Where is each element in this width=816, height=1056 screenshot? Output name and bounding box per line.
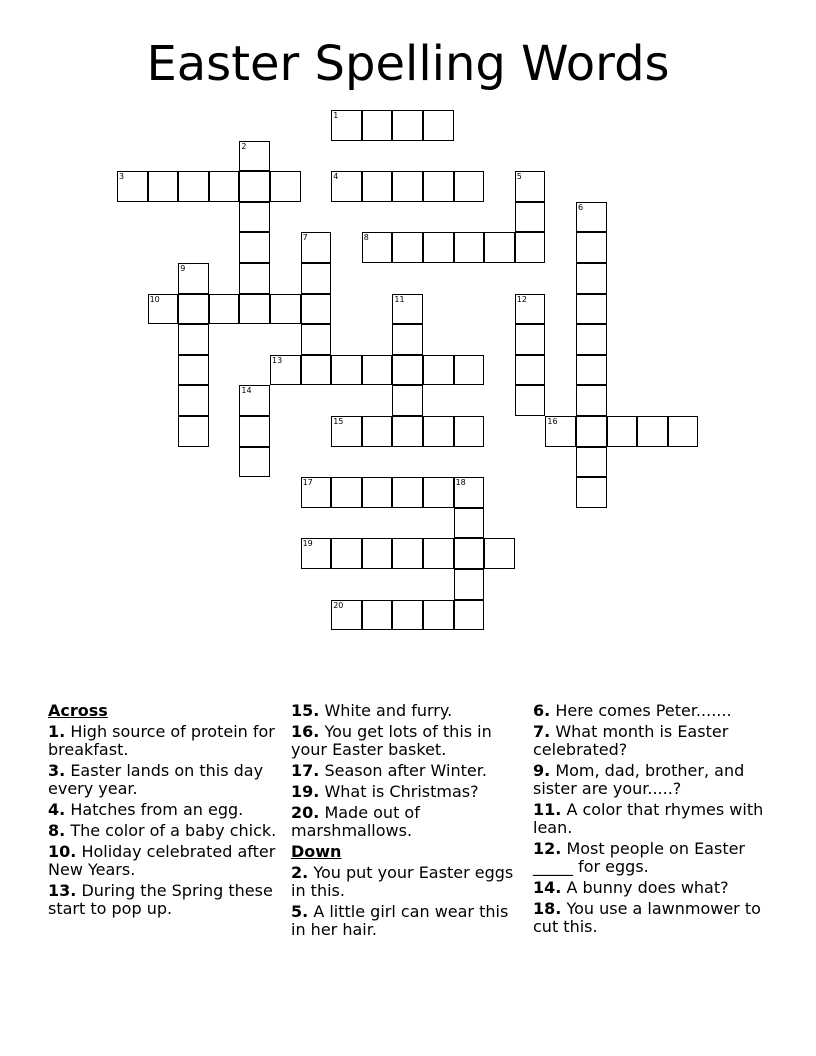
- clue-number-label: 2.: [291, 863, 309, 882]
- clue-text: You put your Easter eggs in this.: [291, 863, 514, 900]
- crossword-cell[interactable]: [392, 600, 423, 631]
- clue-number-label: 10.: [48, 842, 77, 861]
- clue-text: High source of protein for breakfast.: [48, 722, 275, 759]
- crossword-cell[interactable]: [148, 171, 179, 202]
- crossword-cell[interactable]: [178, 324, 209, 355]
- clue-text: What is Christmas?: [324, 782, 479, 801]
- crossword-cell[interactable]: [423, 416, 454, 447]
- clue-number-label: 3.: [48, 761, 66, 780]
- crossword-cell[interactable]: [454, 355, 485, 386]
- crossword-cell[interactable]: [423, 232, 454, 263]
- clue-text: Most people on Easter _____ for eggs.: [533, 839, 746, 876]
- crossword-cell[interactable]: [576, 294, 607, 325]
- crossword-cell[interactable]: [392, 294, 423, 325]
- clue-number: 4: [333, 172, 339, 182]
- clue-text: Season after Winter.: [324, 761, 487, 780]
- clue-down-1: [291, 903, 527, 939]
- crossword-cell[interactable]: [392, 171, 423, 202]
- clue-number-label: 19.: [291, 782, 320, 801]
- clue-number-label: 20.: [291, 803, 320, 822]
- clue-text: You get lots of this in your Easter basket.: [291, 722, 492, 759]
- crossword-cell[interactable]: [331, 171, 362, 202]
- clue-across-3: [48, 822, 284, 840]
- clue-column-2: [291, 702, 527, 942]
- clue-text: Hatches from an egg.: [70, 800, 244, 819]
- clue-down-2: [533, 702, 769, 720]
- clue-number: 3: [119, 172, 125, 182]
- clue-down-7: [533, 879, 769, 897]
- clue-number-label: 15.: [291, 701, 320, 720]
- crossword-cell[interactable]: [576, 263, 607, 294]
- crossword-cell[interactable]: [515, 171, 546, 202]
- crossword-cell[interactable]: [239, 416, 270, 447]
- clue-across-8: [291, 762, 527, 780]
- crossword-cell[interactable]: [117, 171, 148, 202]
- crossword-cell[interactable]: [392, 232, 423, 263]
- crossword-cell[interactable]: [239, 202, 270, 233]
- crossword-cell[interactable]: [423, 477, 454, 508]
- crossword-cell[interactable]: [454, 232, 485, 263]
- crossword-cell[interactable]: [148, 294, 179, 325]
- clue-number-label: 1.: [48, 722, 66, 741]
- clue-number-label: 9.: [533, 761, 551, 780]
- clue-number: 12: [516, 294, 527, 304]
- crossword-cell[interactable]: [515, 294, 546, 325]
- clue-number: 9: [180, 264, 186, 273]
- clue-number: 1: [333, 111, 339, 120]
- crossword-cell[interactable]: [331, 600, 362, 631]
- crossword-cell[interactable]: [362, 355, 393, 386]
- crossword-cell[interactable]: [423, 171, 454, 202]
- crossword-cell[interactable]: [454, 171, 485, 202]
- crossword-cell[interactable]: [362, 110, 393, 141]
- crossword-cell[interactable]: [331, 538, 362, 569]
- clue-column-3: [533, 702, 769, 939]
- clue-number: 15: [333, 417, 344, 426]
- crossword-cell[interactable]: [392, 324, 423, 355]
- crossword-cell[interactable]: [454, 416, 485, 447]
- crossword-cell[interactable]: [392, 385, 423, 416]
- crossword-cell[interactable]: [239, 171, 270, 202]
- crossword-cell[interactable]: [484, 232, 515, 263]
- crossword-cell[interactable]: [668, 416, 699, 447]
- crossword-cell[interactable]: [392, 538, 423, 569]
- clue-number-label: 5.: [291, 902, 309, 921]
- crossword-cell[interactable]: [301, 263, 332, 294]
- clue-across-2: [48, 801, 284, 819]
- clue-across-5: [48, 882, 284, 918]
- clue-number-label: 14.: [533, 878, 562, 897]
- crossword-cell[interactable]: [209, 294, 240, 325]
- crossword-cell[interactable]: [362, 171, 393, 202]
- crossword-cell[interactable]: [576, 447, 607, 478]
- clue-text: A little girl can wear this in her hair.: [291, 902, 509, 939]
- crossword-cell[interactable]: [423, 538, 454, 569]
- clue-text: Made out of marshmallows.: [291, 803, 420, 840]
- clue-text: During the Spring these start to pop up.: [48, 881, 273, 918]
- crossword-cell[interactable]: [331, 477, 362, 508]
- clue-number-label: 18.: [533, 899, 562, 918]
- crossword-cell[interactable]: [301, 294, 332, 325]
- crossword-cell[interactable]: [607, 416, 638, 447]
- crossword-cell[interactable]: [454, 569, 485, 600]
- crossword-cell[interactable]: [301, 232, 332, 263]
- crossword-cell[interactable]: [423, 110, 454, 141]
- clue-number-label: 4.: [48, 800, 66, 819]
- crossword-cell[interactable]: [178, 385, 209, 416]
- clue-number: 11: [394, 294, 405, 304]
- crossword-cell[interactable]: [362, 416, 393, 447]
- crossword-cell[interactable]: [331, 110, 362, 141]
- crossword-cell[interactable]: [362, 477, 393, 508]
- crossword-cell[interactable]: [301, 538, 332, 569]
- clue-down-4: [533, 762, 769, 798]
- clue-number: 16: [547, 417, 558, 426]
- crossword-cell[interactable]: [392, 477, 423, 508]
- crossword-cell[interactable]: [576, 355, 607, 386]
- down-heading: Down: [291, 842, 342, 861]
- clue-number: 20: [333, 600, 344, 610]
- clue-across-9: [291, 783, 527, 801]
- crossword-cell[interactable]: [515, 385, 546, 416]
- crossword-cell[interactable]: [515, 324, 546, 355]
- clue-text: Holiday celebrated after New Years.: [48, 842, 276, 879]
- crossword-cell[interactable]: [362, 600, 393, 631]
- clue-column-1: [48, 702, 284, 921]
- clue-number-label: 11.: [533, 800, 562, 819]
- crossword-cell[interactable]: [454, 477, 485, 508]
- crossword-cell[interactable]: [178, 263, 209, 294]
- crossword-cell[interactable]: [515, 355, 546, 386]
- clue-number-label: 12.: [533, 839, 562, 858]
- crossword-cell[interactable]: [576, 232, 607, 263]
- clue-text: The color of a baby chick.: [70, 821, 277, 840]
- crossword-cell[interactable]: [454, 538, 485, 569]
- crossword-cell[interactable]: [178, 171, 209, 202]
- clue-number: 14: [241, 386, 252, 396]
- crossword-cell[interactable]: [270, 355, 301, 386]
- crossword-cell[interactable]: [423, 600, 454, 631]
- crossword-cell[interactable]: [239, 263, 270, 294]
- crossword-cell[interactable]: [454, 508, 485, 539]
- clue-down-0: [291, 864, 527, 900]
- crossword-cell[interactable]: [576, 385, 607, 416]
- clue-number-label: 17.: [291, 761, 320, 780]
- clue-number: 5: [516, 172, 522, 182]
- clue-text: You use a lawnmower to cut this.: [533, 899, 761, 936]
- crossword-cell[interactable]: [392, 110, 423, 141]
- crossword-cell[interactable]: [301, 355, 332, 386]
- clue-number: 6: [578, 202, 584, 212]
- clue-number: 18: [455, 478, 466, 488]
- clue-down-3: [533, 723, 769, 759]
- clue-number-label: 7.: [533, 722, 551, 741]
- crossword-cell[interactable]: [392, 416, 423, 447]
- clue-down-8: [533, 900, 769, 936]
- crossword-cell[interactable]: [576, 477, 607, 508]
- clue-text: A bunny does what?: [566, 878, 729, 897]
- crossword-cell[interactable]: [239, 232, 270, 263]
- crossword-cell[interactable]: [178, 416, 209, 447]
- clue-number: 17: [302, 478, 313, 488]
- crossword-cell[interactable]: [270, 171, 301, 202]
- crossword-cell[interactable]: [270, 294, 301, 325]
- clue-number-label: 16.: [291, 722, 320, 741]
- clue-number: 2: [241, 141, 247, 151]
- across-heading: Across: [48, 701, 108, 720]
- crossword-cell[interactable]: [392, 355, 423, 386]
- page-title: Easter Spelling Words: [146, 36, 670, 92]
- crossword-cell[interactable]: [576, 324, 607, 355]
- clue-down-6: [533, 840, 769, 876]
- clue-text: Mom, dad, brother, and sister are your.....?: [533, 761, 745, 798]
- crossword-cell[interactable]: [178, 355, 209, 386]
- crossword-cell[interactable]: [239, 385, 270, 416]
- crossword-cell[interactable]: [576, 202, 607, 233]
- crossword-cell[interactable]: [637, 416, 668, 447]
- clue-number-label: 8.: [48, 821, 66, 840]
- clue-number-label: 13.: [48, 881, 77, 900]
- crossword-cell[interactable]: [209, 171, 240, 202]
- clue-across-0: [48, 723, 284, 759]
- crossword-cell[interactable]: [576, 416, 607, 447]
- clue-text: Easter lands on this day every year.: [48, 761, 264, 798]
- crossword-cell[interactable]: [423, 355, 454, 386]
- clue-number: 7: [302, 233, 308, 243]
- crossword-cell[interactable]: [331, 416, 362, 447]
- clue-text: White and furry.: [324, 701, 453, 720]
- crossword-cell[interactable]: [239, 141, 270, 172]
- clue-down-5: [533, 801, 769, 837]
- crossword-cell[interactable]: [484, 538, 515, 569]
- clue-across-4: [48, 843, 284, 879]
- crossword-cell[interactable]: [301, 477, 332, 508]
- crossword-cell[interactable]: [239, 294, 270, 325]
- clue-text: A color that rhymes with lean.: [533, 800, 764, 837]
- crossword-cell[interactable]: [545, 416, 576, 447]
- clue-across-10: [291, 804, 527, 840]
- clue-number-label: 6.: [533, 701, 551, 720]
- crossword-cell[interactable]: [362, 232, 393, 263]
- crossword-cell[interactable]: [239, 447, 270, 478]
- clue-across-1: [48, 762, 284, 798]
- crossword-cell[interactable]: [515, 202, 546, 233]
- clue-number: 10: [149, 294, 160, 304]
- crossword-cell[interactable]: [454, 600, 485, 631]
- clue-across-6: [291, 702, 527, 720]
- crossword-cell[interactable]: [362, 538, 393, 569]
- clue-text: Here comes Peter.......: [555, 701, 732, 720]
- clue-number: 13: [272, 355, 283, 365]
- crossword-cell[interactable]: [178, 294, 209, 325]
- clue-text: What month is Easter celebrated?: [533, 722, 729, 759]
- crossword-cell[interactable]: [301, 324, 332, 355]
- clue-across-7: [291, 723, 527, 759]
- crossword-cell[interactable]: [515, 232, 546, 263]
- clue-number: 8: [363, 233, 369, 243]
- crossword-cell[interactable]: [331, 355, 362, 386]
- clue-number: 19: [302, 539, 313, 549]
